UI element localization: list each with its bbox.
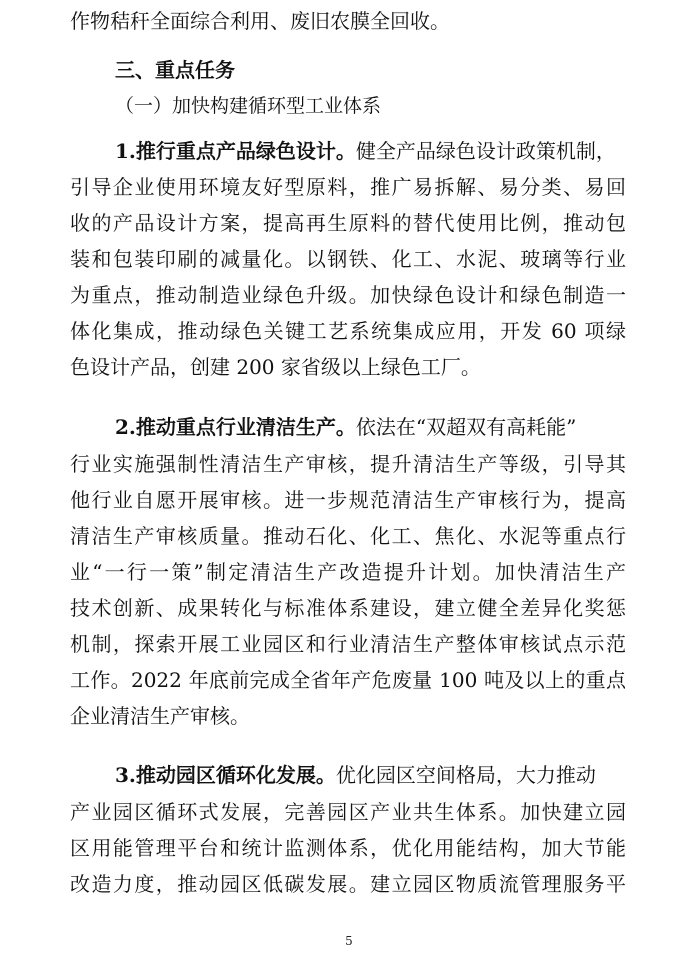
paragraph-line: 清洁生产审核质量。推动石化、化工、焦化、水泥等重点行 xyxy=(70,524,626,548)
paragraph-line: 区用能管理平台和统计监测体系，优化用能结构，加大节能 xyxy=(70,836,626,860)
item2-title: 2.推动重点行业清洁生产。 xyxy=(115,415,356,439)
item3-title: 3.推动园区循环化发展。 xyxy=(115,763,336,787)
paragraph-line: 企业清洁生产审核。 xyxy=(70,704,250,728)
paragraph-line: 产业园区循环式发展，完善园区产业共生体系。加快建立园 xyxy=(70,800,626,824)
item2-first-line xyxy=(115,412,626,442)
paragraph-line: 引导企业使用环境友好型原料，推广易拆解、易分类、易回 xyxy=(70,175,626,199)
section-heading: 三、重点任务 xyxy=(115,58,235,82)
paragraph-line: 行业实施强制性清洁生产审核，提升清洁生产等级，引导其 xyxy=(70,452,626,476)
paragraph-line: 体化集成，推动绿色关键工艺系统集成应用，开发 60 项绿 xyxy=(70,319,626,343)
item3-first-line xyxy=(115,760,626,790)
item3-text: 优化园区空间格局，大力推动 xyxy=(335,763,596,787)
paragraph-line: 为重点，推动制造业绿色升级。加快绿色设计和绿色制造一 xyxy=(70,283,626,307)
item1-text: 健全产品绿色设计政策机制， xyxy=(355,139,616,163)
paragraph-line: 装和包装印刷的减量化。以钢铁、化工、水泥、玻璃等行业 xyxy=(70,247,626,271)
item1-title: 1.推行重点产品绿色设计。 xyxy=(115,139,356,163)
paragraph-line: 技术创新、成果转化与标准体系建设，建立健全差异化奖惩 xyxy=(70,596,626,620)
paragraph-line: 机制，探索开展工业园区和行业清洁生产整体审核试点示范 xyxy=(70,632,626,656)
sub-heading: （一）加快构建循环型工业体系 xyxy=(115,95,382,117)
page-number: 5 xyxy=(345,934,353,948)
paragraph-line: 工作。2022 年底前完成全省年产危废量 100 吨及以上的重点 xyxy=(70,668,626,692)
paragraph-line: 色设计产品，创建 200 家省级以上绿色工厂。 xyxy=(70,355,481,379)
paragraph-line: 业“一行一策”制定清洁生产改造提升计划。加快清洁生产 xyxy=(70,560,626,584)
paragraph-line: 作物秸秆全面综合利用、废旧农膜全回收。 xyxy=(70,9,450,33)
paragraph-line: 收的产品设计方案，提高再生原料的替代使用比例，推动包 xyxy=(70,211,626,235)
paragraph-line: 他行业自愿开展审核。进一步规范清洁生产审核行为，提高 xyxy=(70,488,626,512)
item2-text: 依法在“双超双有高耗能” xyxy=(355,415,577,439)
paragraph-line: 改造力度，推动园区低碳发展。建立园区物质流管理服务平 xyxy=(70,872,626,896)
item1-first-line xyxy=(115,136,626,166)
